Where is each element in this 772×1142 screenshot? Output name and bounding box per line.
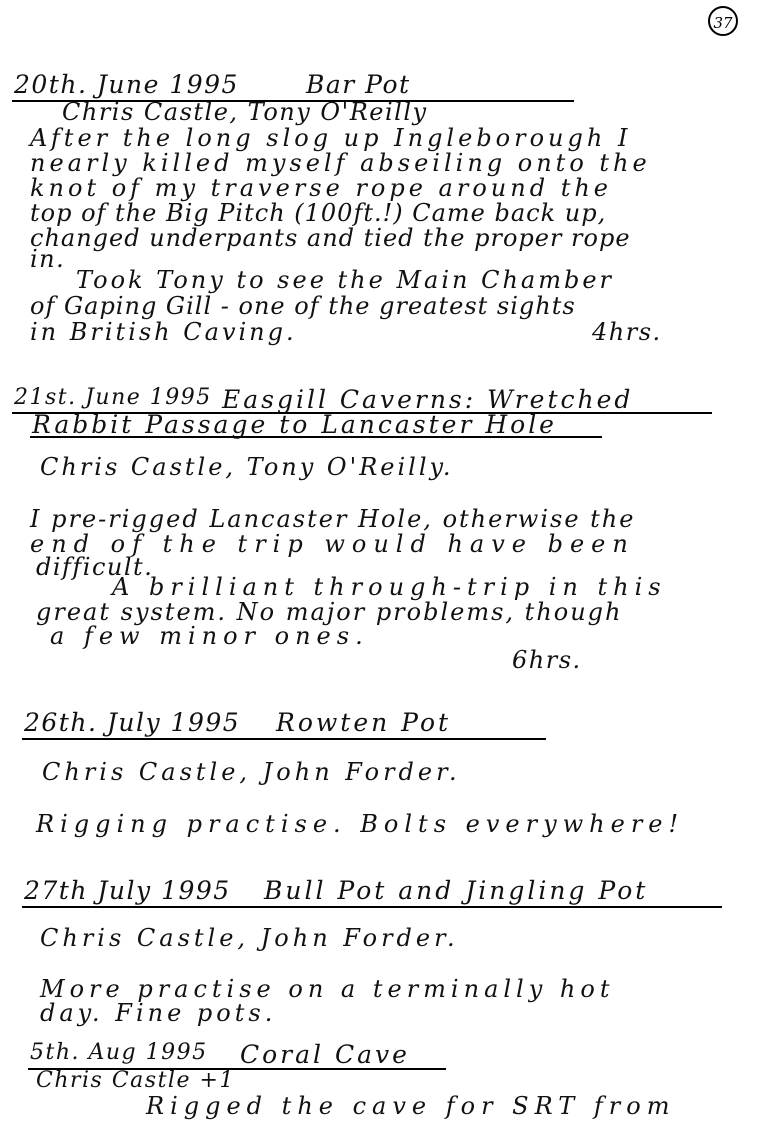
entry-3-underline bbox=[22, 738, 546, 740]
entry-2-line-3: difficult. bbox=[36, 553, 154, 581]
entry-5-line-1: Rigged the cave for SRT from bbox=[146, 1092, 676, 1120]
entry-4-line-2: day. Fine pots. bbox=[40, 999, 277, 1027]
entry-2-underline-2 bbox=[30, 436, 602, 438]
entry-1-line-3: knot of my traverse rope around the bbox=[30, 174, 612, 202]
entry-2-date: 21st. June 1995 bbox=[14, 385, 212, 410]
entry-4-date: 27th July 1995 bbox=[24, 876, 231, 905]
entry-2-line-1: I pre-rigged Lancaster Hole, otherwise the bbox=[30, 505, 636, 533]
entry-1-line-6: in. bbox=[30, 245, 66, 273]
entry-3-title: Rowten Pot bbox=[276, 708, 452, 737]
entry-1-line-1: After the long slog up Ingleborough I bbox=[30, 124, 632, 152]
entry-2-title-2: Rabbit Passage to Lancaster Hole bbox=[32, 410, 557, 439]
entry-1-duration: 4hrs. bbox=[592, 318, 662, 346]
entry-2-title: Easgill Caverns: Wretched bbox=[222, 385, 634, 414]
entry-5-title: Coral Cave bbox=[240, 1040, 410, 1069]
entry-2-people: Chris Castle, Tony O'Reilly. bbox=[40, 453, 454, 481]
entry-1-date: 20th. June 1995 bbox=[14, 70, 239, 99]
entry-1-line-8: of Gaping Gill - one of the greatest sights bbox=[30, 292, 576, 320]
entry-2-line-6: a few minor ones. bbox=[50, 622, 369, 650]
entry-5-people: Chris Castle +1 bbox=[36, 1068, 235, 1093]
entry-1-line-4: top of the Big Pitch (100ft.!) Came back up, bbox=[30, 199, 607, 227]
entry-1-line-2: nearly killed myself abseiling onto the bbox=[30, 149, 651, 177]
entry-2-line-4: A brilliant through-trip in this bbox=[112, 573, 667, 601]
entry-3-people: Chris Castle, John Forder. bbox=[42, 758, 461, 786]
entry-4-title: Bull Pot and Jingling Pot bbox=[264, 876, 649, 905]
entry-4-people: Chris Castle, John Forder. bbox=[40, 924, 459, 952]
entry-1-people: Chris Castle, Tony O'Reilly bbox=[62, 98, 428, 126]
entry-2-line-5: great system. No major problems, though bbox=[36, 598, 623, 626]
entry-1-title: Bar Pot bbox=[306, 70, 411, 99]
page-number: 37 bbox=[708, 6, 738, 36]
entry-2-line-2: end of the trip would have been bbox=[30, 530, 635, 558]
entry-1-line-9: in British Caving. bbox=[30, 318, 297, 346]
entry-4-underline bbox=[22, 906, 722, 908]
entry-2-duration: 6hrs. bbox=[512, 646, 582, 674]
entry-3-line-1: Rigging practise. Bolts everywhere! bbox=[36, 810, 685, 838]
entry-3-date: 26th. July 1995 bbox=[24, 708, 241, 737]
entry-5-date: 5th. Aug 1995 bbox=[30, 1040, 208, 1065]
entry-1-line-7: Took Tony to see the Main Chamber bbox=[76, 266, 615, 294]
entry-4-line-1: More practise on a terminally hot bbox=[40, 975, 615, 1003]
entry-1-line-5: changed underpants and tied the proper rope bbox=[30, 224, 631, 252]
